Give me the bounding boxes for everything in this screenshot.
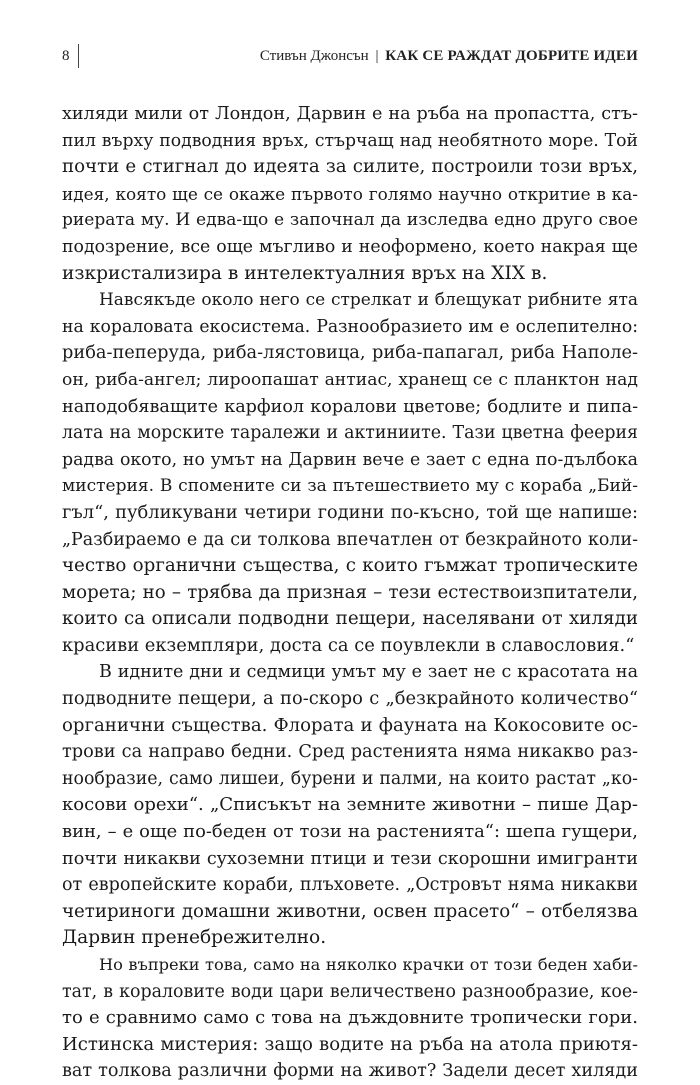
text-line: косови орехи“. „Списъкът на земните животни – пише Дар- xyxy=(62,794,638,816)
text-line: които са описали подводни пещери, населявани от хиляди xyxy=(62,608,638,630)
text-line: подозрение, все още мъгливо и неоформено, което накрая ще xyxy=(62,236,638,257)
text-line: пил върху подводния връх, стърчащ над необятното море. Той xyxy=(62,130,638,151)
text-line: от европейските кораби, плъховете. „Островът няма никакви xyxy=(62,875,638,896)
text-line: „Разбираемо е да си толкова впечатлен от безкрайното коли- xyxy=(62,529,638,550)
text-line: риерата му. И едва-що е започнал да изследва едно друго свое xyxy=(62,210,638,231)
body-text xyxy=(62,101,638,1085)
text-line: подводните пещери, а по-скоро с „безкрайното количество“ xyxy=(62,688,638,710)
text-line: четириноги домашни животни, освен прасето“ – отбелязва xyxy=(62,900,638,922)
text-line: хиляди мили от Лондон, Дарвин е на ръба на пропастта, стъ- xyxy=(62,104,638,124)
text-line: риба-пеперуда, риба-лястовица, риба-папагал, риба Наполе- xyxy=(62,343,638,364)
text-line: Навсякъде около него се стрелкат и блещукат рибните ята xyxy=(99,290,638,311)
text-line: изкристализира в интелектуалния връх на XIX в. xyxy=(62,262,548,284)
text-line: он, риба-ангел; лироопашат антиас, хранещ се с планктон над xyxy=(62,369,638,390)
text-line: нообразие, само лишеи, бурени и палми, на които растат „ко- xyxy=(62,768,638,789)
text-line: органични същества. Флората и фауната на Кокосовите ос- xyxy=(62,714,638,736)
running-author: Стивън Джонсън xyxy=(259,48,369,64)
text-line: на кораловата екосистема. Разнообразието им е ослепително: xyxy=(62,316,638,337)
text-line: Истинска мистерия: защо водите на ръба на атола приютя- xyxy=(62,1033,638,1055)
running-head xyxy=(260,48,638,65)
text-line: почти никакви сухоземни птици и тези скорошни имигранти xyxy=(62,848,638,869)
text-line: Но въпреки това, само на няколко крачки от този беден хаби- xyxy=(99,955,638,974)
text-line: мистерия. В спомените си за пътешествието му с кораба „Бий- xyxy=(62,476,638,497)
text-line: морета; но – трябва да призная – тези естествоизпитатели, xyxy=(62,581,638,603)
text-line: В идните дни и седмици умът му е зает не с красотата на xyxy=(99,662,638,683)
text-line: радва окото, но умът на Дарвин вече е зает с една по-дълбока xyxy=(62,449,638,470)
running-header xyxy=(62,44,638,70)
paragraph xyxy=(62,101,638,287)
page-number: 8 xyxy=(62,48,70,64)
text-line: лата на морските таралежи и актиниите. Тази цветна феерия xyxy=(62,423,638,444)
text-line: почти е стигнал до идеята за силите, построили този връх, xyxy=(62,156,638,178)
text-line: тат, в кораловите води цари величествено разнообразие, кое- xyxy=(62,981,638,1002)
running-separator: | xyxy=(375,48,379,64)
text-line: идея, която ще се окаже първото голямо научно откритие в ка- xyxy=(62,183,638,204)
text-line: то е сравнимо само с това на дъждовните тропически гори. xyxy=(62,1007,638,1029)
page-number-divider xyxy=(78,44,79,68)
text-line: трови са направо бедни. Сред растенията няма никакво раз- xyxy=(62,742,638,763)
paragraph xyxy=(62,659,638,952)
text-line: чество органични същества, с които гъмжат тропическите xyxy=(62,555,638,577)
paragraph xyxy=(62,952,638,1085)
text-line: гъл“, публикувани четири години по-късно, той ще напише: xyxy=(62,501,638,523)
text-line: ват толкова различни форми на живот? Задели десет хиляди xyxy=(62,1061,638,1082)
text-line: вин, – е още по-беден от този на растенията“: шепа гущери, xyxy=(62,821,638,843)
running-book-title: КАК СЕ РАЖДАТ ДОБРИТЕ ИДЕИ xyxy=(385,48,638,64)
text-line: наподобяващите карфиол коралови цветове; бодлите и пипа- xyxy=(62,396,638,417)
paragraph xyxy=(62,287,638,659)
text-line: красиви екземпляри, доста са се поувлекли в славословия.“ xyxy=(62,634,635,656)
text-line: Дарвин пренебрежително. xyxy=(62,927,327,949)
